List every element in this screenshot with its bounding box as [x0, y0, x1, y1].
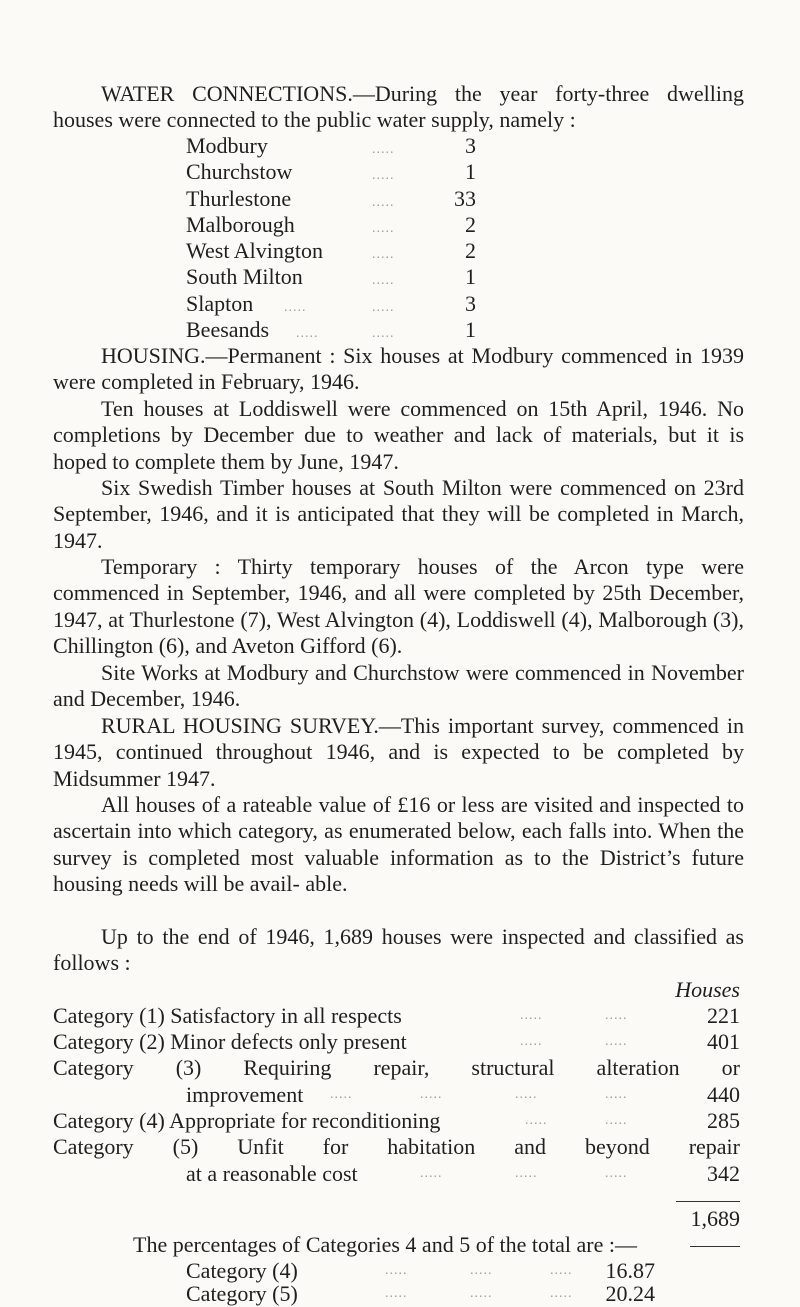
percentage-label: Category (5) — [186, 1281, 298, 1306]
leader-dots: ..... — [515, 1087, 538, 1102]
leader-dots: ..... — [605, 1034, 628, 1049]
category-label-continuation: at a reasonable cost — [186, 1161, 358, 1186]
place-count: 2 — [465, 212, 476, 237]
total-houses: 1,689 — [690, 1206, 740, 1231]
leader-dots: ..... — [605, 1087, 628, 1102]
leader-dots: ..... — [470, 1263, 493, 1278]
place-count: 2 — [465, 238, 476, 263]
category-value: 285 — [707, 1108, 740, 1133]
place-name: Malborough — [186, 212, 295, 237]
leader-dots: ..... — [515, 1166, 538, 1181]
leader-dots: ..... — [372, 142, 395, 157]
list-item — [186, 238, 486, 264]
leader-dots: ..... — [330, 1087, 353, 1102]
place-count: 1 — [465, 264, 476, 289]
place-count: 1 — [465, 317, 476, 342]
place-name: South Milton — [186, 264, 303, 289]
total-rule — [676, 1201, 740, 1202]
place-name: Beesands — [186, 317, 270, 342]
housing-paragraph-permanent: HOUSING.—Permanent : Six houses at Modbury commenced in 1939 were completed in February, 1946. — [53, 343, 744, 395]
leader-dots: ..... — [372, 247, 395, 262]
place-count: 3 — [465, 133, 476, 158]
category-label: Category (5) Unfit for habitation and beyond repair — [53, 1134, 740, 1159]
category-value: 401 — [707, 1029, 740, 1054]
list-item — [186, 264, 486, 290]
leader-dots: ..... — [372, 195, 395, 210]
place-name: West Alvington — [186, 238, 323, 263]
leader-dots: ..... — [420, 1166, 443, 1181]
leader-dots: ..... — [372, 300, 395, 315]
list-item — [186, 133, 486, 159]
leader-dots: ..... — [550, 1286, 573, 1301]
houses-column-header: Houses — [675, 977, 740, 1002]
leader-dots: ..... — [385, 1286, 408, 1301]
place-count: 1 — [465, 159, 476, 184]
housing-paragraph-loddiswell: Ten houses at Loddiswell were commenced on 15th April, 1946. No completions by December due to weather and lack of materials, but it is hoped to complete them by June, 1947. — [53, 396, 744, 474]
category-label: Category (1) Satisfactory in all respects — [53, 1003, 402, 1028]
leader-dots: ..... — [372, 273, 395, 288]
category-label: Category (2) Minor defects only present — [53, 1029, 407, 1054]
leader-dots: ..... — [372, 168, 395, 183]
category-value: 221 — [707, 1003, 740, 1028]
survey-paragraph-intro: RURAL HOUSING SURVEY.—This important survey, commenced in 1945, continued throughout 1946, and is expected to be completed by Midsummer 1947. — [53, 713, 744, 791]
leader-dots: ..... — [372, 221, 395, 236]
leader-dots: ..... — [296, 326, 319, 341]
leader-dots: ..... — [605, 1113, 628, 1128]
place-name: Modbury — [186, 133, 268, 158]
place-count: 3 — [465, 291, 476, 316]
list-item — [186, 291, 486, 317]
leader-dots: ..... — [284, 300, 307, 315]
survey-paragraph-classified: Up to the end of 1946, 1,689 houses were inspected and classified as follows : — [53, 924, 744, 976]
list-item — [186, 159, 486, 185]
leader-dots: ..... — [605, 1166, 628, 1181]
category-label: Category (4) Appropriate for reconditioning — [53, 1108, 441, 1133]
housing-paragraph-temporary: Temporary : Thirty temporary houses of the Arcon type were commenced in September, 1946, and all were completed by 25th December, 1947, at Thurlestone (7), West Alvington (4), Loddiswell (4), Malborough (3), Chillington (6), and Aveton Gifford (6). — [53, 554, 744, 659]
housing-paragraph-south-milton: Six Swedish Timber houses at South Milton were commenced on 23rd September, 1946, and it is anticipated that they will be completed in March, 1947. — [53, 475, 744, 553]
category-label-continuation: improvement — [186, 1082, 304, 1107]
leader-dots: ..... — [520, 1034, 543, 1049]
survey-paragraph-rateable: All houses of a rateable value of £16 or less are visited and inspected to ascertain into which category, as enumerated below, each falls into. When the survey is completed most valuable information as to the District’s future housing needs will be avail- able. — [53, 792, 744, 897]
category-value: 342 — [707, 1161, 740, 1186]
leader-dots: ..... — [372, 326, 395, 341]
percentage-value: 16.87 — [605, 1258, 655, 1283]
percentages-rule — [690, 1246, 740, 1247]
water-connections-paragraph: WATER CONNECTIONS.—During the year forty-three dwelling houses were connected to the public water supply, namely : — [53, 81, 744, 133]
housing-paragraph-site-works: Site Works at Modbury and Churchstow were commenced in November and December, 1946. — [53, 660, 744, 712]
percentages-intro: The percentages of Categories 4 and 5 of the total are :— — [133, 1232, 637, 1257]
category-value: 440 — [707, 1082, 740, 1107]
percentage-label: Category (4) — [186, 1258, 298, 1283]
leader-dots: ..... — [520, 1008, 543, 1023]
list-item — [186, 317, 486, 343]
category-label: Category (3) Requiring repair, structural alteration or — [53, 1055, 740, 1080]
place-name: Churchstow — [186, 159, 293, 184]
leader-dots: ..... — [420, 1087, 443, 1102]
place-name: Thurlestone — [186, 186, 292, 211]
leader-dots: ..... — [470, 1286, 493, 1301]
list-item — [186, 186, 486, 212]
place-count: 33 — [454, 186, 476, 211]
place-name: Slapton — [186, 291, 254, 316]
leader-dots: ..... — [605, 1008, 628, 1023]
list-item — [186, 212, 486, 238]
leader-dots: ..... — [525, 1113, 548, 1128]
leader-dots: ..... — [385, 1263, 408, 1278]
percentage-value: 20.24 — [605, 1281, 655, 1306]
leader-dots: ..... — [550, 1263, 573, 1278]
